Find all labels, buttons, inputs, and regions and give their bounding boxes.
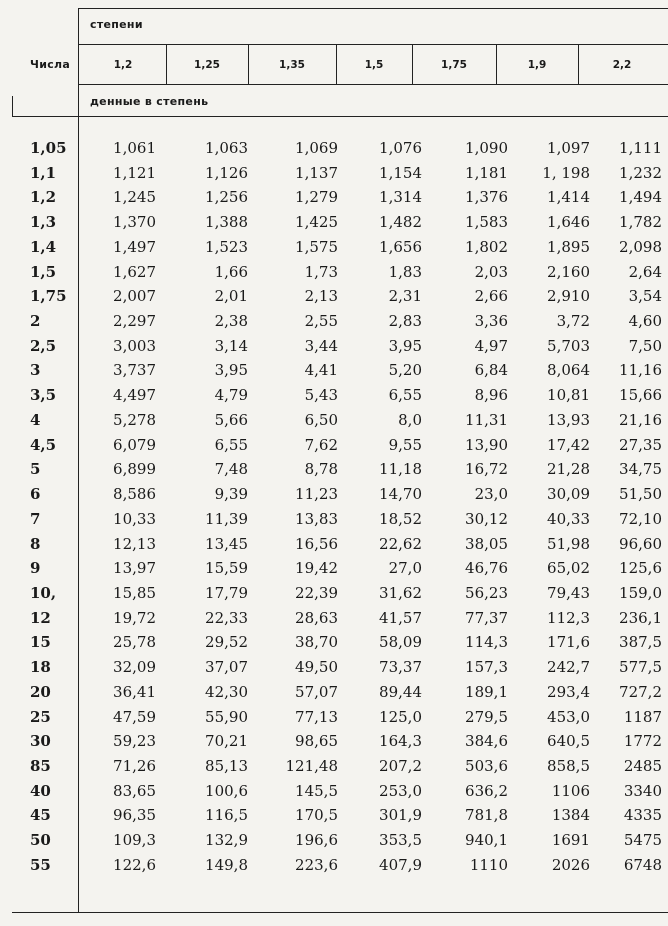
value-cell: 55,90	[205, 707, 248, 726]
table-row	[0, 556, 668, 581]
value-cell: 2,007	[113, 287, 156, 306]
table-row	[0, 309, 668, 334]
table-row	[0, 185, 668, 210]
value-cell: 22,33	[205, 608, 248, 627]
value-cell: 3,44	[304, 336, 338, 355]
table-row	[0, 260, 668, 285]
value-cell: 14,70	[379, 485, 422, 504]
row-number: 10,	[30, 583, 57, 602]
value-cell: 640,5	[547, 732, 590, 751]
row-number: 12	[30, 608, 51, 627]
value-cell: 109,3	[113, 831, 156, 850]
value-cell: 8,0	[398, 410, 422, 429]
value-cell: 72,10	[619, 509, 662, 528]
value-cell: 2,31	[388, 287, 422, 306]
table-row	[0, 482, 668, 507]
value-cell: 22,39	[295, 583, 338, 602]
value-cell: 4,60	[628, 312, 662, 331]
value-cell: 2,38	[214, 312, 248, 331]
value-cell: 236,1	[619, 608, 662, 627]
value-cell: 279,5	[465, 707, 508, 726]
value-cell: 4,79	[214, 386, 248, 405]
table-row	[0, 828, 668, 853]
row-number: 3,5	[30, 386, 57, 405]
row-number: 18	[30, 658, 51, 677]
value-cell: 3,003	[113, 336, 156, 355]
value-cell: 65,02	[547, 559, 590, 578]
value-cell: 781,8	[465, 806, 508, 825]
value-cell: 4,497	[113, 386, 156, 405]
value-cell: 11,31	[465, 410, 508, 429]
row-number: 1,4	[30, 237, 57, 256]
value-cell: 858,5	[547, 757, 590, 775]
left-frame-line	[12, 96, 13, 116]
row-number: 3	[30, 361, 41, 380]
table-row	[0, 235, 668, 260]
row-number: 25	[30, 707, 51, 726]
value-cell: 8,064	[547, 361, 590, 380]
value-cell: 1,111	[619, 139, 662, 157]
value-cell: 1691	[551, 831, 590, 850]
value-cell: 3,72	[556, 312, 590, 331]
value-cell: 253,0	[379, 781, 422, 800]
value-cell: 7,50	[628, 336, 662, 355]
table-row	[0, 532, 668, 557]
value-cell: 49,50	[295, 658, 338, 677]
value-cell: 56,23	[465, 583, 508, 602]
power-header-1: 1,2	[113, 59, 133, 71]
value-cell: 1,802	[465, 237, 508, 256]
value-cell: 157,3	[465, 658, 508, 677]
table-row	[0, 754, 668, 779]
header-powers-rule	[78, 84, 668, 85]
value-cell: 114,3	[465, 633, 508, 652]
table-row	[0, 606, 668, 631]
row-number: 30	[30, 732, 51, 751]
power-header-6: 1,9	[527, 59, 547, 71]
row-number: 1,75	[30, 287, 67, 306]
value-cell: 2,13	[304, 287, 338, 306]
value-cell: 19,42	[295, 559, 338, 578]
row-number: 6	[30, 485, 41, 504]
value-cell: 36,41	[113, 682, 156, 701]
table-row	[0, 334, 668, 359]
row-number: 55	[30, 855, 51, 874]
value-cell: 116,5	[205, 806, 248, 825]
value-cell: 89,44	[379, 682, 422, 701]
value-cell: 51,50	[619, 485, 662, 504]
value-cell: 727,2	[619, 682, 662, 701]
value-cell: 122,6	[113, 855, 156, 874]
row-number: 1,2	[30, 188, 57, 207]
value-cell: 27,0	[388, 559, 422, 578]
value-cell: 3340	[623, 781, 662, 800]
value-cell: 100,6	[205, 781, 248, 800]
value-cell: 8,96	[474, 386, 508, 405]
header-bottom-rule	[12, 116, 668, 117]
value-cell: 7,62	[304, 435, 338, 454]
value-cell: 59,23	[113, 732, 156, 751]
value-cell: 1,782	[619, 213, 662, 232]
value-cell: 503,6	[465, 757, 508, 775]
value-cell: 5,278	[113, 410, 156, 429]
value-cell: 3,95	[388, 336, 422, 355]
value-cell: 223,6	[295, 855, 338, 874]
value-cell: 21,16	[619, 410, 662, 429]
value-cell: 13,97	[113, 559, 156, 578]
row-number: 1,3	[30, 213, 57, 232]
value-cell: 1772	[623, 732, 662, 751]
row-number: 40	[30, 781, 51, 800]
table-bottom-rule	[12, 912, 668, 913]
value-cell: 1,137	[295, 163, 338, 182]
value-cell: 51,98	[547, 534, 590, 553]
value-cell: 3,36	[474, 312, 508, 331]
value-cell: 7,48	[214, 460, 248, 479]
table-row	[0, 433, 668, 458]
value-cell: 112,3	[547, 608, 590, 627]
value-cell: 577,5	[619, 658, 662, 677]
value-cell: 1,126	[205, 163, 248, 182]
table-row	[0, 210, 668, 235]
value-cell: 384,6	[465, 732, 508, 751]
value-cell: 171,6	[547, 633, 590, 652]
value-cell: 29,52	[205, 633, 248, 652]
value-cell: 22,62	[379, 534, 422, 553]
value-cell: 1,069	[295, 139, 338, 157]
value-cell: 2,098	[619, 237, 662, 256]
header-top-rule	[78, 8, 668, 9]
row-number: 45	[30, 806, 51, 825]
row-number: 5	[30, 460, 41, 479]
value-cell: 164,3	[379, 732, 422, 751]
row-number: 20	[30, 682, 51, 701]
value-cell: 1,097	[547, 139, 590, 157]
value-cell: 96,60	[619, 534, 662, 553]
table-row	[0, 507, 668, 532]
value-cell: 1,627	[113, 262, 156, 281]
power-header-3: 1,35	[279, 59, 305, 71]
value-cell: 38,70	[295, 633, 338, 652]
value-cell: 34,75	[619, 460, 662, 479]
value-cell: 3,95	[214, 361, 248, 380]
value-cell: 11,23	[295, 485, 338, 504]
value-cell: 6,55	[214, 435, 248, 454]
table-row	[0, 803, 668, 828]
power-header-4: 1,5	[364, 59, 384, 71]
value-cell: 1,583	[465, 213, 508, 232]
value-cell: 1187	[623, 707, 662, 726]
value-cell: 15,66	[619, 386, 662, 405]
value-cell: 18,52	[379, 509, 422, 528]
row-number: 4,5	[30, 435, 57, 454]
value-cell: 96,35	[113, 806, 156, 825]
value-cell: 1,232	[619, 163, 662, 182]
value-cell: 30,09	[547, 485, 590, 504]
value-cell: 85,13	[205, 757, 248, 775]
value-cell: 12,13	[113, 534, 156, 553]
value-cell: 15,85	[113, 583, 156, 602]
value-cell: 1,376	[465, 188, 508, 207]
value-cell: 940,1	[465, 831, 508, 850]
table-row	[0, 779, 668, 804]
value-cell: 6,84	[474, 361, 508, 380]
value-cell: 6,55	[388, 386, 422, 405]
value-cell: 1,523	[205, 237, 248, 256]
value-cell: 2485	[623, 757, 662, 775]
value-cell: 1,575	[295, 237, 338, 256]
value-cell: 10,33	[113, 509, 156, 528]
table-row	[0, 161, 668, 186]
value-cell: 121,48	[285, 757, 338, 775]
value-cell: 21,28	[547, 460, 590, 479]
value-cell: 1,256	[205, 188, 248, 207]
value-cell: 242,7	[547, 658, 590, 677]
value-cell: 387,5	[619, 633, 662, 652]
value-cell: 2,55	[304, 312, 338, 331]
value-cell: 1,482	[379, 213, 422, 232]
value-cell: 58,09	[379, 633, 422, 652]
value-cell: 1,063	[205, 139, 248, 157]
value-cell: 3,54	[628, 287, 662, 306]
value-cell: 11,16	[619, 361, 662, 380]
value-cell: 1,66	[214, 262, 248, 281]
table-row	[0, 705, 668, 730]
value-cell: 2,66	[474, 287, 508, 306]
row-number: 1,5	[30, 262, 57, 281]
value-cell: 1,494	[619, 188, 662, 207]
value-cell: 2,01	[214, 287, 248, 306]
table-row	[0, 358, 668, 383]
table-row	[0, 853, 668, 878]
value-cell: 5475	[623, 831, 662, 850]
value-cell: 1,090	[465, 139, 508, 157]
value-cell: 4,97	[474, 336, 508, 355]
value-cell: 2,160	[547, 262, 590, 281]
value-cell: 1,388	[205, 213, 248, 232]
value-cell: 353,5	[379, 831, 422, 850]
value-cell: 77,37	[465, 608, 508, 627]
value-cell: 17,79	[205, 583, 248, 602]
value-cell: 47,59	[113, 707, 156, 726]
value-cell: 1,181	[465, 163, 508, 182]
table-row	[0, 655, 668, 680]
value-cell: 301,9	[379, 806, 422, 825]
value-cell: 1, 198	[542, 163, 590, 182]
value-cell: 30,12	[465, 509, 508, 528]
value-cell: 10,81	[547, 386, 590, 405]
value-cell: 4335	[623, 806, 662, 825]
value-cell: 407,9	[379, 855, 422, 874]
row-number: 2	[30, 312, 41, 331]
table-row	[0, 680, 668, 705]
value-cell: 636,2	[465, 781, 508, 800]
value-cell: 149,8	[205, 855, 248, 874]
value-cell: 13,45	[205, 534, 248, 553]
value-cell: 159,0	[619, 583, 662, 602]
row-number: 1,1	[30, 163, 57, 182]
row-number: 9	[30, 559, 41, 578]
value-cell: 5,20	[388, 361, 422, 380]
table-row	[0, 457, 668, 482]
value-cell: 25,78	[113, 633, 156, 652]
row-number: 15	[30, 633, 51, 652]
value-cell: 27,35	[619, 435, 662, 454]
table-row	[0, 408, 668, 433]
value-cell: 19,72	[113, 608, 156, 627]
value-cell: 207,2	[379, 757, 422, 775]
value-cell: 1,646	[547, 213, 590, 232]
value-cell: 16,56	[295, 534, 338, 553]
value-cell: 1,370	[113, 213, 156, 232]
value-cell: 46,76	[465, 559, 508, 578]
value-cell: 2,03	[474, 262, 508, 281]
value-cell: 73,37	[379, 658, 422, 677]
value-cell: 79,43	[547, 583, 590, 602]
value-cell: 2,297	[113, 312, 156, 331]
table-row	[0, 630, 668, 655]
value-cell: 1,497	[113, 237, 156, 256]
value-cell: 5,703	[547, 336, 590, 355]
value-cell: 2026	[551, 855, 590, 874]
table-row	[0, 284, 668, 309]
value-cell: 132,9	[205, 831, 248, 850]
row-number: 50	[30, 831, 51, 850]
value-cell: 3,14	[214, 336, 248, 355]
value-cell: 17,42	[547, 435, 590, 454]
value-cell: 6,899	[113, 460, 156, 479]
value-cell: 16,72	[465, 460, 508, 479]
value-cell: 15,59	[205, 559, 248, 578]
value-cell: 1,314	[379, 188, 422, 207]
value-cell: 31,62	[379, 583, 422, 602]
header-group-bottom: денные в степень	[90, 95, 209, 108]
value-cell: 83,65	[113, 781, 156, 800]
row-number: 7	[30, 509, 41, 528]
value-cell: 40,33	[547, 509, 590, 528]
row-number: 4	[30, 410, 41, 429]
value-cell: 6,079	[113, 435, 156, 454]
value-cell: 6748	[623, 855, 662, 874]
value-cell: 2,64	[628, 262, 662, 281]
row-number: 1,05	[30, 139, 67, 157]
table-row	[0, 729, 668, 754]
value-cell: 28,63	[295, 608, 338, 627]
value-cell: 77,13	[295, 707, 338, 726]
value-cell: 2,83	[388, 312, 422, 331]
value-cell: 11,39	[205, 509, 248, 528]
value-cell: 1,061	[113, 139, 156, 157]
value-cell: 125,6	[619, 559, 662, 578]
value-cell: 1,656	[379, 237, 422, 256]
table-row	[0, 383, 668, 408]
value-cell: 2,910	[547, 287, 590, 306]
value-cell: 42,30	[205, 682, 248, 701]
value-cell: 1110	[469, 855, 508, 874]
value-cell: 13,93	[547, 410, 590, 429]
value-cell: 37,07	[205, 658, 248, 677]
header-group-top: степени	[90, 18, 143, 31]
value-cell: 8,78	[304, 460, 338, 479]
table-row	[0, 136, 668, 161]
value-cell: 170,5	[295, 806, 338, 825]
value-cell: 9,55	[388, 435, 422, 454]
value-cell: 4,41	[304, 361, 338, 380]
table-row	[0, 581, 668, 606]
value-cell: 32,09	[113, 658, 156, 677]
value-cell: 1,425	[295, 213, 338, 232]
value-cell: 98,65	[295, 732, 338, 751]
value-cell: 1,121	[113, 163, 156, 182]
value-cell: 57,07	[295, 682, 338, 701]
value-cell: 293,4	[547, 682, 590, 701]
value-cell: 1,83	[388, 262, 422, 281]
header-row-label: Числа	[30, 58, 71, 71]
power-header-5: 1,75	[441, 59, 467, 71]
value-cell: 9,39	[214, 485, 248, 504]
value-cell: 1,414	[547, 188, 590, 207]
value-cell: 453,0	[547, 707, 590, 726]
value-cell: 1,154	[379, 163, 422, 182]
power-header-7: 2,2	[612, 59, 632, 71]
value-cell: 196,6	[295, 831, 338, 850]
value-cell: 1,895	[547, 237, 590, 256]
value-cell: 1,245	[113, 188, 156, 207]
value-cell: 125,0	[379, 707, 422, 726]
value-cell: 13,90	[465, 435, 508, 454]
value-cell: 41,57	[379, 608, 422, 627]
value-cell: 5,66	[214, 410, 248, 429]
value-cell: 3,737	[113, 361, 156, 380]
value-cell: 38,05	[465, 534, 508, 553]
power-header-2: 1,25	[194, 59, 220, 71]
value-cell: 1,076	[379, 139, 422, 157]
row-number: 8	[30, 534, 41, 553]
value-cell: 13,83	[295, 509, 338, 528]
row-number: 85	[30, 757, 51, 775]
value-cell: 189,1	[465, 682, 508, 701]
row-number: 2,5	[30, 336, 57, 355]
value-cell: 23,0	[474, 485, 508, 504]
value-cell: 1,279	[295, 188, 338, 207]
value-cell: 11,18	[379, 460, 422, 479]
value-cell: 1384	[551, 806, 590, 825]
value-cell: 145,5	[295, 781, 338, 800]
value-cell: 8,586	[113, 485, 156, 504]
value-cell: 1,73	[304, 262, 338, 281]
value-cell: 1106	[551, 781, 590, 800]
value-cell: 70,21	[205, 732, 248, 751]
value-cell: 5,43	[304, 386, 338, 405]
value-cell: 6,50	[304, 410, 338, 429]
value-cell: 71,26	[113, 757, 156, 775]
